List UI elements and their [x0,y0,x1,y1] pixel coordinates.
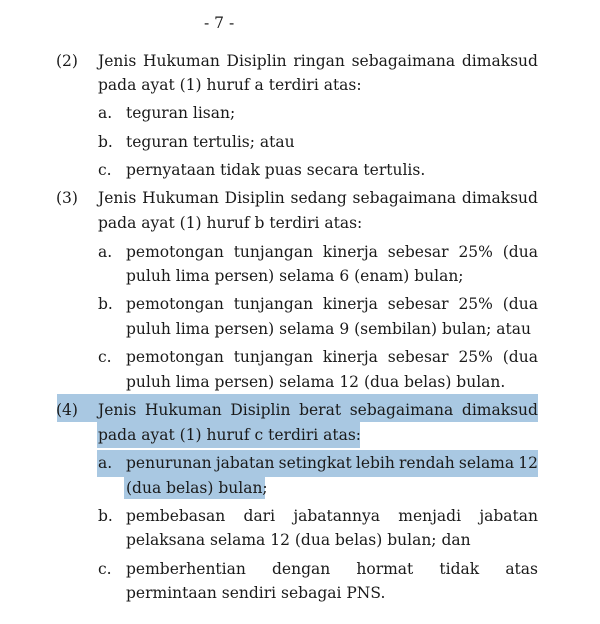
word: 12 [518,454,538,472]
word: tunjangan [233,295,314,313]
word: pembebasan [126,507,226,525]
section-intro-line [98,54,538,70]
word: pemotongan [126,295,224,313]
item-text: teguran tertulis; atau [126,133,295,151]
word: dari [243,507,276,525]
word: sebagaimana [352,189,457,207]
section-number: (3) [56,189,78,207]
section-intro-line [98,403,538,419]
word: dengan [272,560,331,578]
item-text [126,297,538,313]
word: tidak [439,560,480,578]
word: 25% [458,295,493,313]
word: jabatannya [293,507,380,525]
section-number: (2) [56,52,78,70]
word: hormat [356,560,414,578]
word: dimaksud [461,52,538,70]
word: kinerja [322,348,378,366]
item-text: puluh lima persen) selama 6 (enam) bulan; [126,267,464,285]
word: berat [299,401,342,419]
section-intro-line: pada ayat (1) huruf b terdiri atas: [98,214,363,232]
word: pemberhentian [126,560,246,578]
section-intro-line: pada ayat (1) huruf a terdiri atas: [98,76,362,94]
word: pemotongan [126,243,224,261]
word: kinerja [322,295,378,313]
word: sebagaimana [351,52,456,70]
item-text [126,562,538,578]
item-letter: a. [98,243,113,261]
word: Hukuman [142,189,219,207]
word: Disiplin [224,189,285,207]
item-letter: a. [98,104,113,122]
word: (dua [502,243,538,261]
item-text: pelaksana selama 12 (dua belas) bulan; dan [126,531,471,549]
word: jabatan [479,507,538,525]
word: Jenis [98,189,137,207]
page-number: - 7 - [204,14,235,32]
item-letter: c. [98,161,112,179]
word: (dua [502,295,538,313]
item-text: pernyataan tidak puas secara tertulis. [126,161,426,179]
word: 25% [458,348,493,366]
word: pemotongan [126,348,224,366]
word: sedang [290,189,347,207]
item-letter: b. [98,133,113,151]
word: ringan [293,52,345,70]
item-letter: c. [98,560,112,578]
word: Disiplin [230,401,291,419]
word: (dua [502,348,538,366]
item-text: teguran lisan; [126,104,236,122]
item-text [126,245,538,261]
section-number: (4) [56,401,78,419]
word: atas [505,560,538,578]
word: rendah [399,454,455,472]
word: tunjangan [233,243,314,261]
item-text: puluh lima persen) selama 12 (dua belas) bulan. [126,373,506,391]
word: Jenis [98,401,137,419]
item-letter: b. [98,507,113,525]
word: setingkat [278,454,352,472]
item-text [126,456,538,472]
word: sebagaimana [349,401,454,419]
word: sebesar [387,243,449,261]
item-text: permintaan sendiri sebagai PNS. [126,584,386,602]
word: sebesar [387,348,449,366]
word: lebih [355,454,395,472]
item-letter: a. [98,454,113,472]
section-intro-line: pada ayat (1) huruf c terdiri atas: [98,426,362,444]
word: Disiplin [226,52,287,70]
word: kinerja [322,243,378,261]
section-intro-line [98,191,538,207]
item-text: puluh lima persen) selama 9 (sembilan) bulan; atau [126,320,531,338]
word: selama [458,454,515,472]
word: penurunan [126,454,212,472]
word: jabatan [215,454,275,472]
word: Hukuman [143,52,220,70]
item-text [126,509,538,525]
item-text [126,350,538,366]
item-text: (dua belas) bulan; [126,479,268,497]
item-letter: c. [98,348,112,366]
item-letter: b. [98,295,113,313]
word: dimaksud [461,189,538,207]
word: menjadi [398,507,462,525]
word: dimaksud [461,401,538,419]
word: 25% [458,243,493,261]
word: sebesar [387,295,449,313]
word: Hukuman [144,401,222,419]
word: tunjangan [233,348,314,366]
word: Jenis [98,52,137,70]
